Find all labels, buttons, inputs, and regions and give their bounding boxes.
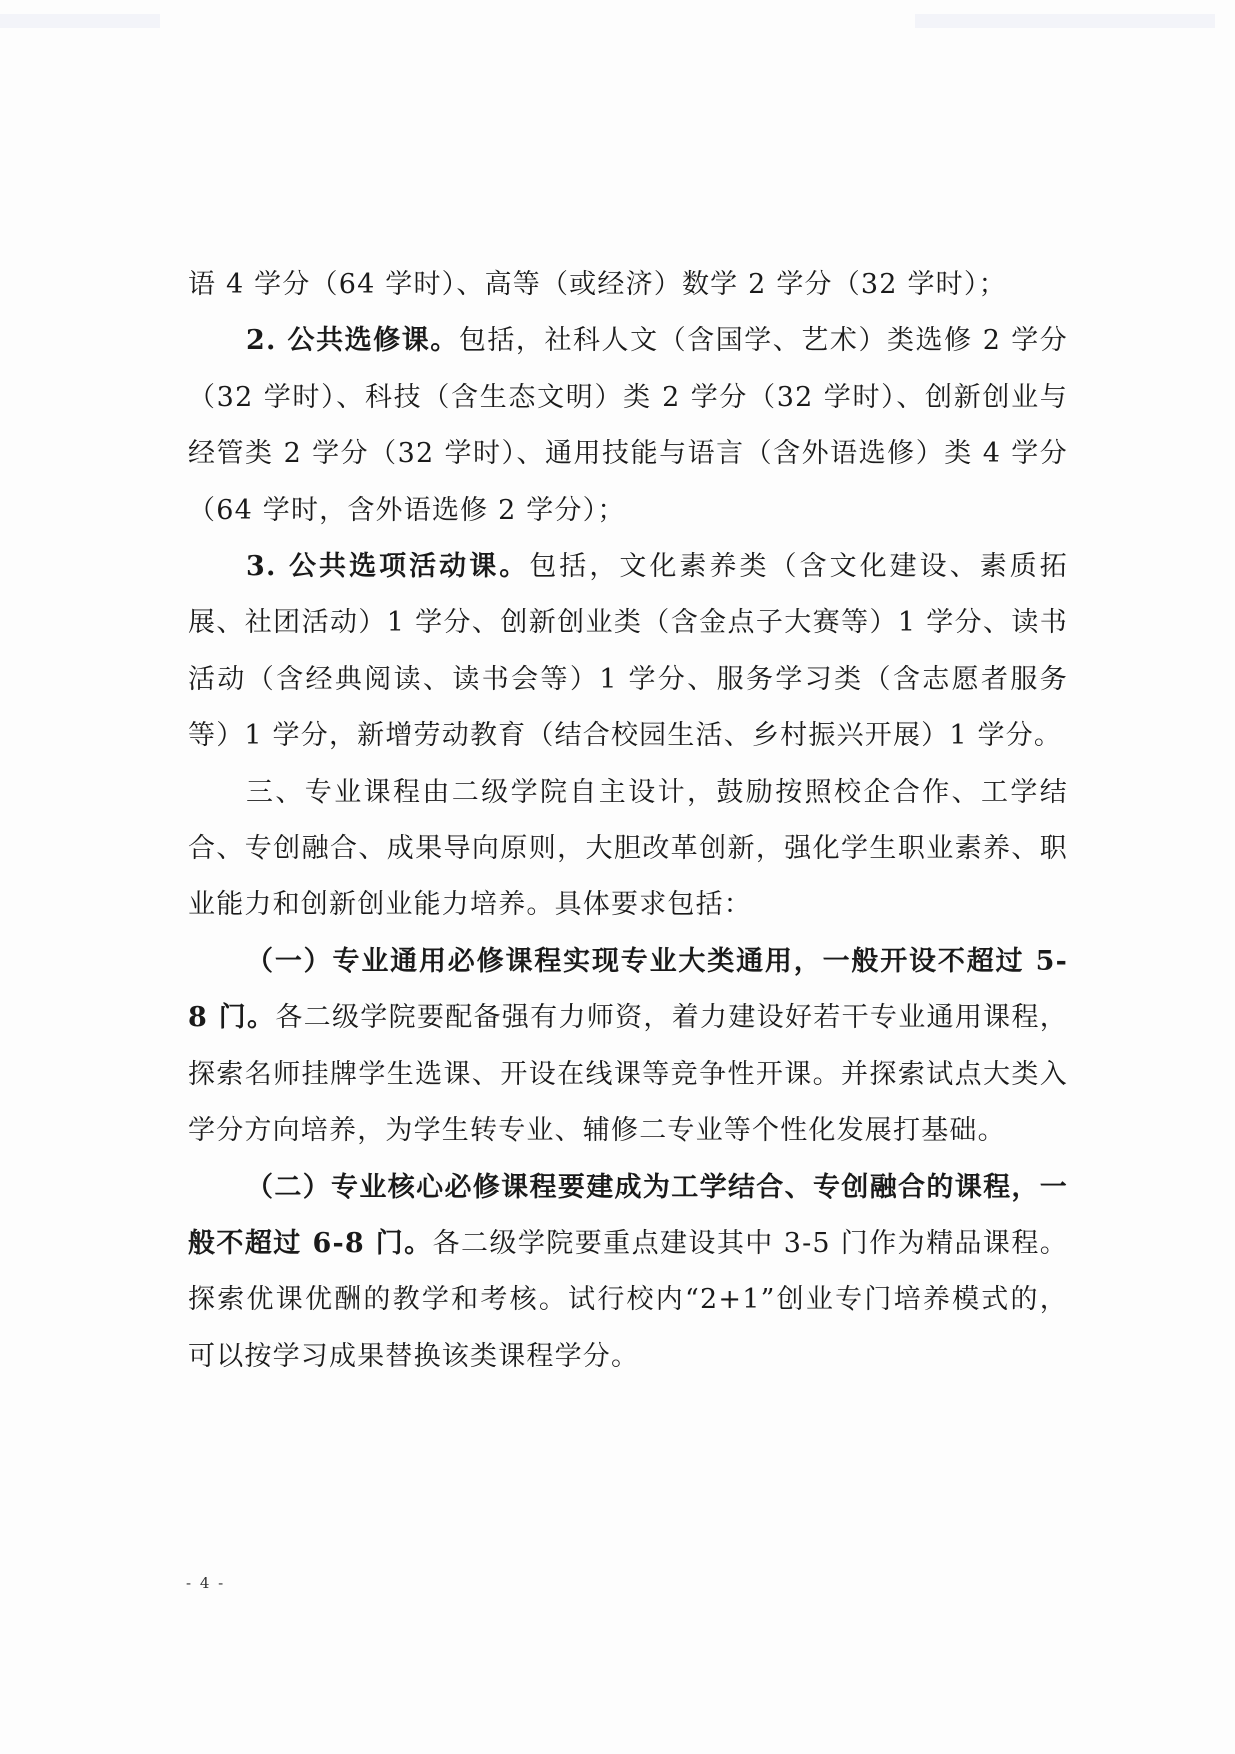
paragraph-5-bold-lead: （一）专业通用必修课程实现专业大类通用，一般开设不超过 5-8 门。 xyxy=(188,945,1068,1034)
document-body xyxy=(188,257,1068,1385)
scan-artifact-left xyxy=(0,14,160,28)
paragraph-2-text: 包括，社科人文（含国学、艺术）类选修 2 学分（32 学时）、科技（含生态文明）类 2 学分（32 学时）、创新创业与经管类 2 学分（32 学时）、通用技能与语言（含外语选修）类 4 学分（64 学时，含外语选修 2 学分）； xyxy=(188,325,1068,526)
paragraph-6 xyxy=(188,1160,1068,1386)
paragraph-3-bold-lead: 3. 公共选项活动课。 xyxy=(246,551,530,583)
page-number: - 4 - xyxy=(186,1574,226,1592)
paragraph-5 xyxy=(188,934,1068,1160)
paragraph-1 xyxy=(188,257,1068,313)
paragraph-5-text: 各二级学院要配备强有力师资，着力建设好若干专业通用课程，探索名师挂牌学生选课、开设在线课等竞争性开课。并探索试点大类入学分方向培养，为学生转专业、辅修二专业等个性化发展打基础。 xyxy=(188,1002,1068,1147)
paragraph-1-text: 语 4 学分（64 学时）、高等（或经济）数学 2 学分（32 学时）； xyxy=(188,269,1007,300)
paragraph-2-bold-lead: 2. 公共选修课。 xyxy=(246,325,459,357)
paragraph-2 xyxy=(188,313,1068,539)
paragraph-4-text: 三、专业课程由二级学院自主设计，鼓励按照校企合作、工学结合、专创融合、成果导向原则，大胆改革创新，强化学生职业素养、职业能力和创新创业能力培养。具体要求包括： xyxy=(188,776,1068,921)
scan-artifact-right xyxy=(915,14,1215,28)
paragraph-4 xyxy=(188,765,1068,934)
paragraph-3 xyxy=(188,539,1068,765)
paragraph-3-text: 包括，文化素养类（含文化建设、素质拓展、社团活动）1 学分、创新创业类（含金点子大赛等）1 学分、读书活动（含经典阅读、读书会等）1 学分、服务学习类（含志愿者服务等）1 学分，新增劳动教育（结合校园生活、乡村振兴开展）1 学分。 xyxy=(188,551,1068,752)
paragraph-6-bold-lead: （二）专业核心必修课程要建成为工学结合、专创融合的课程，一般不超过 6-8 门。 xyxy=(188,1171,1068,1259)
paragraph-6-text: 各二级学院要重点建设其中 3-5 门作为精品课程。探索优课优酬的教学和考核。试行校内“2+1”创业专门培养模式的，可以按学习成果替换该类课程学分。 xyxy=(188,1227,1068,1372)
